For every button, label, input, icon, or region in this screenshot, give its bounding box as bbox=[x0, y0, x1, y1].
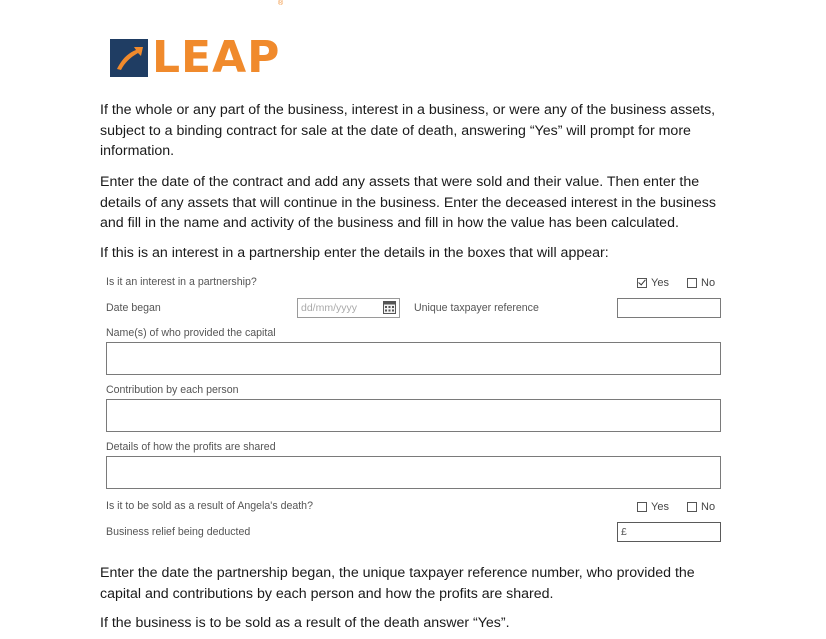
calendar-icon[interactable] bbox=[383, 301, 396, 314]
leap-logo-mark-icon bbox=[110, 39, 148, 77]
checkbox-unchecked-icon bbox=[637, 502, 647, 512]
leap-logo bbox=[110, 32, 281, 83]
utr-input[interactable] bbox=[617, 298, 721, 318]
leap-logo-text: LEAP bbox=[152, 32, 281, 83]
date-began-input[interactable] bbox=[297, 298, 400, 318]
sold-no-checkbox[interactable] bbox=[687, 501, 715, 513]
capital-input[interactable] bbox=[106, 342, 721, 375]
checkbox-checked-icon bbox=[637, 278, 647, 288]
contribution-input[interactable] bbox=[106, 399, 721, 432]
registered-mark: ® bbox=[278, 0, 284, 7]
paragraph-partnership-details: Enter the date the partnership began, the unique taxpayer reference number, who provided the capital and contributions by each person and how the profits are shared. bbox=[100, 565, 695, 602]
profits-input[interactable] bbox=[106, 456, 721, 489]
partnership-no-label: No bbox=[701, 277, 716, 289]
partnership-yes-label: Yes bbox=[651, 277, 669, 289]
currency-symbol: £ bbox=[621, 526, 627, 538]
profits-label: Details of how the profits are shared bbox=[106, 441, 276, 453]
sold-yes-label: Yes bbox=[651, 501, 669, 513]
partnership-no-checkbox[interactable] bbox=[687, 277, 715, 289]
sold-question-label: Is it to be sold as a result of Angela's death? bbox=[106, 500, 313, 512]
partnership-question-label: Is it an interest in a partnership? bbox=[106, 276, 257, 288]
paragraph-binding-contract: If the whole or any part of the business, interest in a business, or were any of the business assets, subject to a binding contract for sale at the date of death, answering “Yes” will prompt for more information. bbox=[100, 102, 716, 159]
contribution-label: Contribution by each person bbox=[106, 384, 239, 396]
date-began-label: Date began bbox=[106, 302, 161, 314]
sold-no-label: No bbox=[701, 501, 716, 513]
relief-input[interactable] bbox=[617, 522, 721, 542]
paragraph-sold-answer: If the business is to be sold as a result of the death answer “Yes”. bbox=[100, 615, 510, 631]
date-placeholder: dd/mm/yyyy bbox=[301, 302, 358, 314]
paragraph-partnership-intro: If this is an interest in a partnership enter the details in the boxes that will appear: bbox=[100, 245, 609, 261]
checkbox-unchecked-icon bbox=[687, 278, 697, 288]
utr-label: Unique taxpayer reference bbox=[414, 302, 539, 314]
sold-yes-checkbox[interactable] bbox=[637, 501, 669, 513]
checkbox-unchecked-icon bbox=[687, 502, 697, 512]
relief-label: Business relief being deducted bbox=[106, 526, 251, 538]
capital-label: Name(s) of who provided the capital bbox=[106, 327, 276, 339]
paragraph-contract-date: Enter the date of the contract and add any assets that were sold and their value. Then enter the details of any assets that will continue in the business. Enter the deceased interest in the business and fill in the name and activity of the business and fill in how the value has been calculated. bbox=[100, 174, 716, 231]
partnership-yes-checkbox[interactable] bbox=[637, 277, 669, 289]
